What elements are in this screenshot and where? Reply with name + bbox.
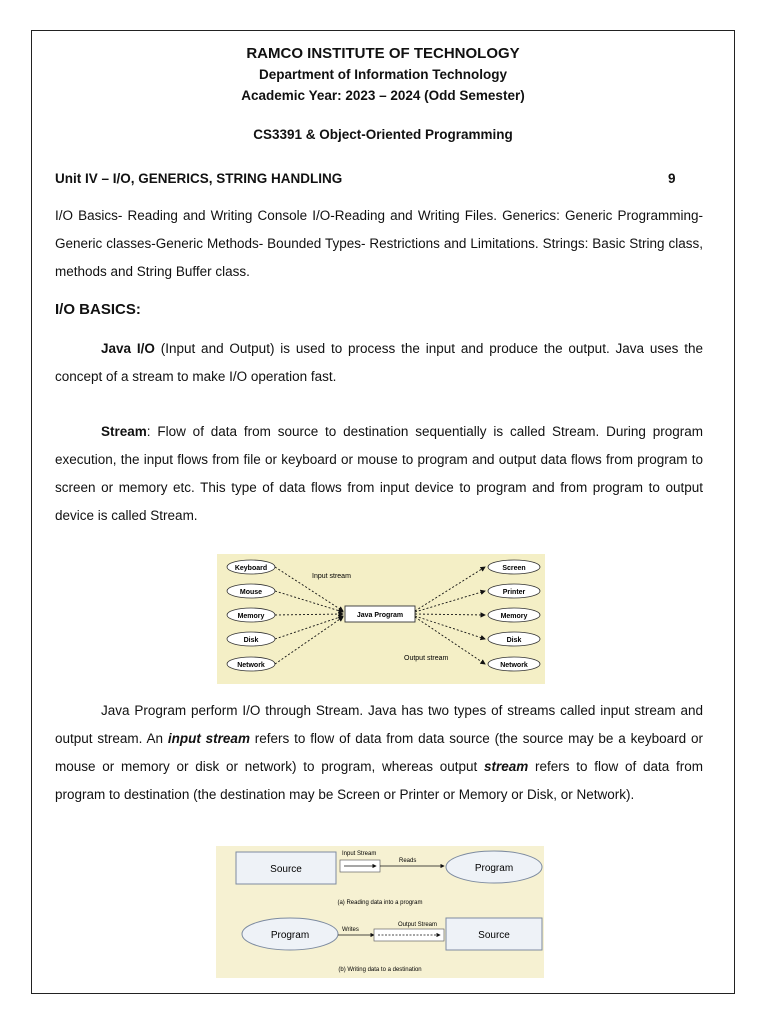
java-io-paragraph — [55, 335, 703, 391]
caption-b: (b) Writing data to a destination — [338, 967, 422, 973]
input-device — [227, 632, 275, 646]
input-device-label: Disk — [243, 637, 259, 644]
output-device — [488, 584, 540, 598]
output-stream-caption: Output Stream — [398, 922, 438, 928]
section-heading: I/O BASICS: — [55, 301, 141, 318]
input-stream-caption: Input Stream — [342, 851, 377, 857]
types-text-1: Java Program perform I/O through Stream. Java has two types of streams called input stream and output stream. An — [55, 703, 703, 746]
institution-name: RAMCO INSTITUTE OF TECHNOLOGY — [246, 45, 520, 62]
types-text-2: refers to flow of data from data source (the source may be a keyboard or mouse or memory or disk or network) to program, whereas output — [55, 731, 704, 774]
java-io-term: Java I/O — [101, 341, 155, 356]
input-device — [227, 584, 275, 598]
unit-title: Unit IV – I/O, GENERICS, STRING HANDLING — [55, 171, 343, 186]
caption-a: (a) Reading data into a program — [337, 900, 423, 906]
input-device-label: Memory — [237, 613, 265, 620]
output-device — [488, 657, 540, 671]
input-device — [227, 560, 275, 574]
reads-label: Reads — [399, 858, 417, 864]
program-label-b: Program — [270, 930, 310, 941]
output-device — [488, 608, 540, 622]
source-label-b: Source — [478, 930, 510, 941]
syllabus-paragraph: I/O Basics- Reading and Writing Console I/O-Reading and Writing Files. Generics: Generic Programming- Generic classes-Generic Methods- Bounded Types- Restrictions and Limitations. Strings: Basic String class, methods and String Buffer class. — [55, 208, 703, 279]
program-label-a: Program — [474, 863, 514, 874]
output-stream-label: Output stream — [404, 655, 449, 662]
output-device-label: Screen — [502, 565, 526, 572]
input-device-label: Mouse — [239, 589, 263, 596]
input-stream-term: input stream — [167, 731, 250, 746]
unit-hours: 9 — [668, 171, 676, 186]
input-device — [227, 608, 275, 622]
read-write-diagram — [216, 846, 544, 978]
java-program-label: Java Program — [356, 612, 404, 619]
writes-label: Writes — [342, 927, 359, 933]
stream-types-paragraph — [55, 697, 703, 809]
input-stream-label: Input stream — [312, 573, 351, 580]
output-device-label: Memory — [500, 613, 528, 620]
types-text-3: refers to flow of data from program to destination (the destination may be Screen or Printer or Memory or Disk, or Network). — [55, 759, 704, 802]
output-stream-pipe — [374, 929, 444, 941]
stream-text: : Flow of data from source to destination sequentially is called Stream. During program execution, the input flows from file or keyboard or mouse to program and output data flows from program to screen or memory etc. This type of data flows from input device to program and from program to output device is called Stream. — [55, 424, 703, 523]
stream-term: Stream — [101, 424, 147, 439]
stream-diagram — [217, 554, 545, 684]
output-device-label: Disk — [506, 637, 522, 644]
input-device — [227, 657, 275, 671]
course-title: CS3391 & Object-Oriented Programming — [253, 127, 513, 142]
output-device-label: Printer — [502, 589, 526, 596]
input-device-label: Network — [237, 662, 265, 669]
input-device-label: Keyboard — [234, 565, 268, 572]
output-stream-term: stream — [484, 759, 529, 774]
output-device — [488, 632, 540, 646]
output-device — [488, 560, 540, 574]
academic-year: Academic Year: 2023 – 2024 (Odd Semester) — [241, 88, 525, 103]
output-device-label: Network — [500, 662, 528, 669]
output-arrows — [415, 567, 485, 664]
java-io-text: (Input and Output) is used to process the input and produce the output. Java uses the concept of a stream to make I/O operation fast. — [55, 341, 703, 384]
input-arrows — [275, 567, 343, 664]
source-label-a: Source — [270, 864, 302, 875]
stream-paragraph — [55, 418, 703, 530]
department-name: Department of Information Technology — [258, 67, 507, 82]
